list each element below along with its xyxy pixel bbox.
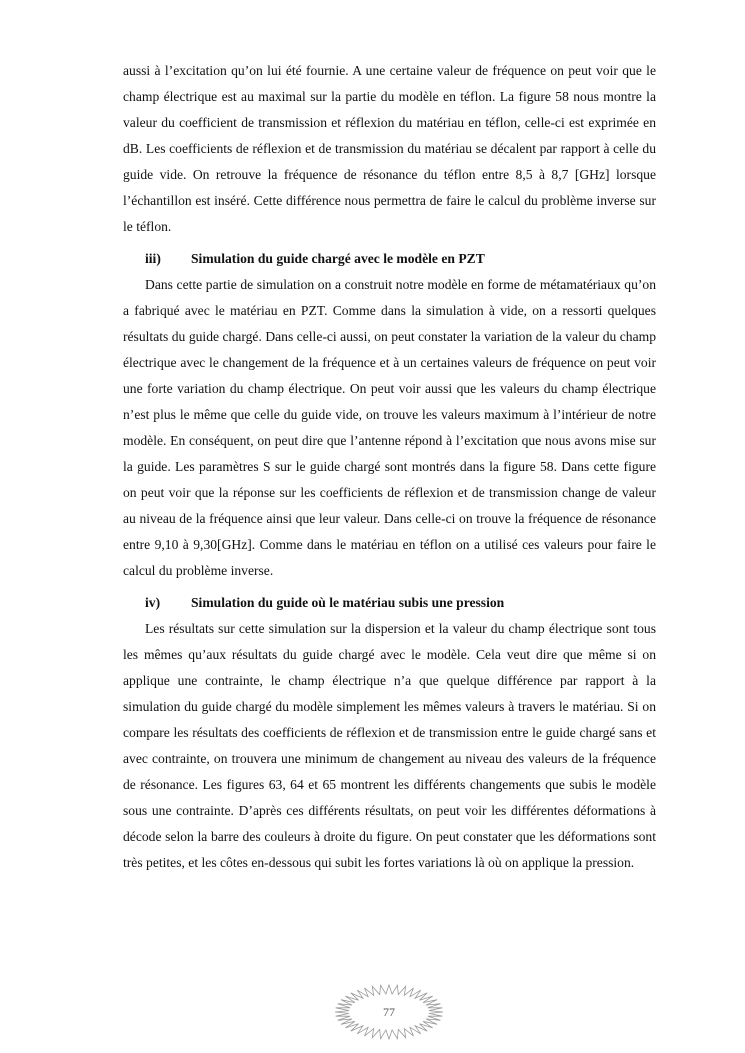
- section-heading-pressure: [123, 590, 656, 616]
- paragraph-teflon-results: aussi à l’excitation qu’on lui été fournie. A une certaine valeur de fréquence on peut voir que le champ électrique est au maximal sur la partie du modèle en téflon. La figure 58 nous montre la valeur du coefficient de transmission et réflexion du matériau en téflon, celle-ci est exprimée en dB. Les coefficients de réflexion et de transmission du matériau se décalent par rapport à celle du guide vide. On retrouve la fréquence de résonance du téflon entre 8,5 à 8,7 [GHz] lorsque l’échantillon est inséré. Cette différence nous permettra de faire le calcul du problème inverse sur le téflon.: [123, 63, 656, 234]
- section-number: iv): [145, 595, 161, 610]
- page-number: 77: [383, 1005, 395, 1019]
- section-number: iii): [145, 251, 161, 266]
- paragraph-pzt-simulation: Dans cette partie de simulation on a construit notre modèle en forme de métamatériaux qu’on a fabriqué avec le matériau en PZT. Comme dans la simulation à vide, on a ressorti quelques résultats du guide chargé. Dans celle-ci aussi, on peut constater la variation de la valeur du champ électrique avec le changement de la fréquence et à un certaines valeurs de fréquence on peut voir une forte variation du champ électrique. On peut voir aussi que les valeurs du champ électrique n’est plus le même que celle du guide vide, on trouve les valeurs maximum à l’intérieur de notre modèle. En conséquent, on peut dire que l’antenne répond à l’excitation que nous avons mise sur la guide. Les paramètres S sur le guide chargé sont montrés dans la figure 58. Dans cette figure on peut voir que la réponse sur les coefficients de réflexion et de transmission change de valeur au niveau de la fréquence ainsi que leur valeur. Dans celle-ci on trouve la fréquence de résonance entre 9,10 à 9,30[GHz]. Comme dans le matériau en téflon on a utilisé ces valeurs pour faire le calcul du problème inverse.: [123, 277, 656, 578]
- section-title: Simulation du guide où le matériau subis une pression: [191, 595, 505, 610]
- section-heading-pzt: [123, 246, 656, 272]
- document-page: [123, 58, 656, 876]
- paragraph-pressure-simulation: Les résultats sur cette simulation sur la dispersion et la valeur du champ électrique sont tous les mêmes qu’aux résultats du guide chargé avec le modèle. Cela veut dire que même si on applique une contrainte, le champ électrique n’a que quelque différence par rapport à la simulation du guide chargé du modèle simplement les mêmes valeurs à travers le matériau. Si on compare les résultats des coefficients de réflexion et de transmission entre le guide chargé sans et avec contrainte, on trouvera une minimum de changement au niveau des valeurs de la fréquence de résonance. Les figures 63, 64 et 65 montrent les différents changements que subis le modèle sous une contrainte. D’après ces différents résultats, on peut voir les différentes déformations à décode selon la barre des couleurs à droite du figure. On peut constater que les déformations sont très petites, et les côtes en-dessous qui subit les fortes variations là où on applique la pression.: [123, 621, 656, 870]
- section-title: Simulation du guide chargé avec le modèle en PZT: [191, 251, 485, 266]
- page-footer: [333, 983, 445, 1041]
